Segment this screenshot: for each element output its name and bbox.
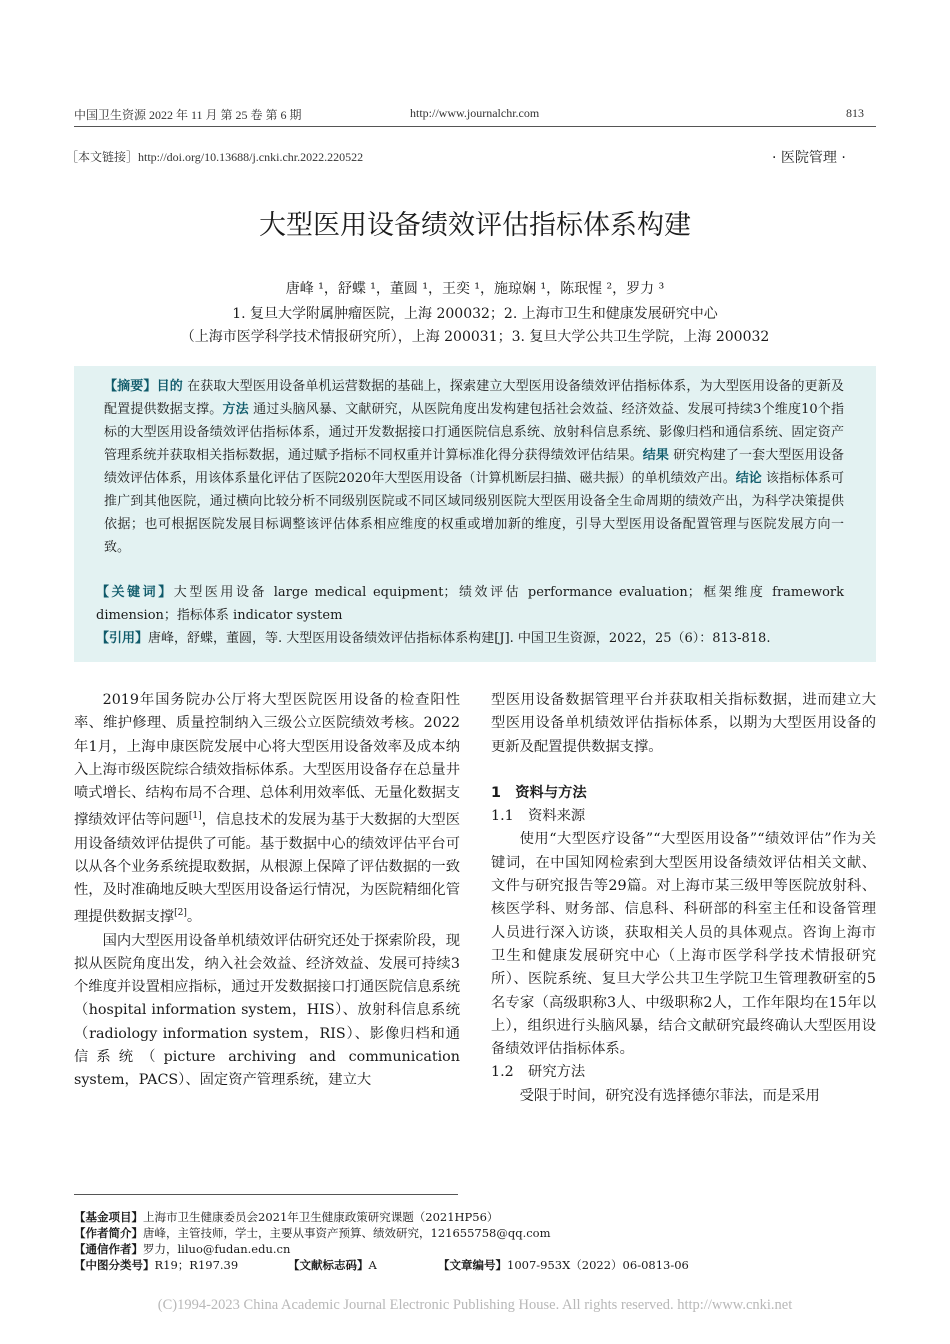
keywords-text: 大型医用设备 large medical equipment；绩效评估 performance evaluation；框架维度 framework dimension；指标体系 indicator system bbox=[96, 585, 844, 623]
fund-note bbox=[74, 1209, 498, 1225]
affiliation-line-2: （上海市医学科学技术情报研究所），上海 200031；3. 复旦大学公共卫生学院，上海 200032 bbox=[180, 329, 770, 345]
copyright-watermark: (C)1994-2023 China Academic Journal Electronic Publishing House. All rights reserved. http://www.cnki.net bbox=[157, 1297, 793, 1313]
methods-label: 方法 bbox=[222, 402, 249, 417]
section-heading-1: 1 资料与方法 bbox=[491, 784, 587, 801]
fund-label: 【基金项目】 bbox=[74, 1210, 143, 1224]
journal-issue: 中国卫生资源 2022 年 11 月 第 25 卷 第 6 期 bbox=[74, 108, 302, 122]
doccode-label: 【文献标志码】 bbox=[288, 1258, 369, 1272]
results-label: 结果 bbox=[642, 448, 670, 463]
doi-link[interactable]: http://doi.org/10.13688/j.cnki.chr.2022.220522 bbox=[138, 150, 364, 164]
footnote-rule bbox=[74, 1194, 458, 1195]
body-paragraph-4: 使用“大型医疗设备”“大型医用设备”“绩效评估”作为关键词，在中国知网检索到大型医用设备绩效评估相关文献、文件与研究报告等29篇。对上海市某三级甲等医院放射科、核医学科、财务部、信息科、科研部的科室主任和设备管理人员进行深入访谈，获取相关人员的具体观点。咨询上海市卫生和健康发展研究中心（上海市医学科学技术情报研究所）、医院系统、复旦大学公共卫生学院卫生管理教研室的5名专家（高级职称3人、中级职称2人，工作年限均在15年以上），组织进行头脑风暴，结合文献研究最终确认大型医用设备绩效评估指标体系。 bbox=[491, 831, 876, 1058]
doi-line bbox=[66, 148, 363, 165]
journal-url[interactable]: http://www.journalchr.com bbox=[410, 106, 540, 120]
right-column bbox=[491, 689, 876, 1108]
authors: 唐峰 ¹，舒蝶 ¹，董圆 ¹，王奕 ¹，施琼娴 ¹，陈珉惺 ²，罗力 ³ bbox=[285, 281, 665, 297]
body-paragraph-1 bbox=[74, 689, 460, 930]
keywords-label: 【关键词】 bbox=[96, 585, 174, 600]
doc-code-note bbox=[288, 1257, 377, 1273]
objective-text: 在获取大型医用设备单机运营数据的基础上，探索建立大型医用设备绩效评估指标体系，为大型医用设备的更新及配置提供数据支撑。 bbox=[104, 379, 844, 417]
p1-text-b: ，信息技术的发展为基于大数据的大型医用设备绩效评估提供了可能。基于数据中心的绩效评估平台可以从各个业务系统提取数据，从根源上保障了评估数据的一致性，及时准确地反映大型医用设备运行情况，为医院精细化管理提供数据支撑 bbox=[74, 812, 461, 926]
conclusion-text: 该指标体系可推广到其他医院，通过横向比较分析不同级别医院或不同区域同级别医院大型医用设备全生命周期的绩效产出，为科学决策提供依据；也可根据医院发展目标调整该评估体系相应维度的权重或增加新的维度，引导大型医用设备配置管理与医院发展方向一致。 bbox=[104, 471, 844, 555]
reference-2[interactable]: [2] bbox=[174, 908, 187, 919]
section-label: · 医院管理 · bbox=[772, 150, 846, 166]
corr-text: 罗力，liluo@fudan.edu.cn bbox=[143, 1242, 291, 1256]
clc-text: R19；R197.39 bbox=[154, 1258, 239, 1272]
citation bbox=[96, 627, 844, 650]
author-label: 【作者简介】 bbox=[74, 1226, 143, 1240]
clc-label: 【中图分类号】 bbox=[74, 1258, 155, 1272]
article-title: 大型医用设备绩效评估指标体系构建 bbox=[259, 210, 691, 241]
artno-label: 【文章编号】 bbox=[438, 1258, 507, 1272]
left-column bbox=[74, 689, 460, 1093]
objective-label: 目的 bbox=[156, 379, 183, 394]
corr-label: 【通信作者】 bbox=[74, 1242, 143, 1256]
author-note bbox=[74, 1225, 551, 1241]
abstract-label: 【摘要】 bbox=[104, 379, 157, 394]
keywords bbox=[96, 581, 844, 627]
page-number: 813 bbox=[846, 106, 864, 120]
p1-text-c: 。 bbox=[186, 909, 202, 926]
body-paragraph-3: 型医用设备数据管理平台并获取相关指标数据，进而建立大型医用设备单机绩效评估指标体系，以期为大型医用设备的更新及配置提供数据支撑。 bbox=[491, 692, 876, 755]
author-text: 唐峰，主管技师，学士，主要从事资产预算、绩效研究，121655758@qq.com bbox=[143, 1226, 551, 1240]
abstract bbox=[104, 375, 844, 559]
results-text: 研究构建了一套大型医用设备绩效评估体系，用该体系量化评估了医院2020年大型医用设备（计算机断层扫描、磁共振）的单机绩效产出。 bbox=[104, 448, 844, 486]
corresponding-note bbox=[74, 1241, 290, 1257]
section-heading-1-2: 1.2 研究方法 bbox=[491, 1064, 586, 1081]
citation-text: 唐峰，舒蝶，董圆，等. 大型医用设备绩效评估指标体系构建[J]. 中国卫生资源，2022，25（6）：813-818. bbox=[148, 631, 771, 646]
fund-text: 上海市卫生健康委员会2021年卫生健康政策研究课题（2021HP56） bbox=[143, 1210, 499, 1224]
doccode-text: A bbox=[368, 1258, 377, 1272]
p1-text: 2019年国务院办公厅将大型医院医用设备的检查阳性率、维护修理、质量控制纳入三级公立医院绩效考核。2022年1月，上海申康医院发展中心将大型医用设备效率及成本纳入上海市级医院综合绩效指标体系。大型医用设备存在总量井喷式增长、结构布局不合理、总体利用效率低、无量化数据支撑绩效评估等问题 bbox=[74, 692, 461, 829]
article-number-note bbox=[438, 1257, 689, 1273]
body-paragraph-5: 受限于时间，研究没有选择德尔菲法，而是采用 bbox=[519, 1087, 820, 1104]
section-heading-1-1: 1.1 资料来源 bbox=[491, 808, 586, 825]
clc-note bbox=[74, 1257, 238, 1273]
artno-text: 1007-953X（2022）06-0813-06 bbox=[507, 1258, 689, 1272]
citation-label: 【引用】 bbox=[96, 631, 149, 646]
body-paragraph-2: 国内大型医用设备单机绩效评估研究还处于探索阶段，现拟从医院角度出发，纳入社会效益、经济效益、发展可持续3个维度并设置相应指标，通过开发数据接口打通医院信息系统（hospital information system，HIS）、放射科信息系统（radiology information system，RIS）、影像归档和通信系统（picture archiving and communication system，PACS）、固定资产管理系统，建立大 bbox=[74, 932, 461, 1089]
conclusion-label: 结论 bbox=[735, 471, 762, 486]
doi-label: ［本文链接］ bbox=[66, 150, 139, 164]
methods-text: 通过头脑风暴、文献研究，从医院角度出发构建包括社会效益、经济效益、发展可持续3个维度10个指标的大型医用设备绩效评估指标体系，通过开发数据接口打通医院信息系统、放射科信息系统、影像归档和通信系统、固定资产管理系统并获取相关指标数据，通过赋予指标不同权重并计算标准化得分获得绩效评估结果。 bbox=[104, 402, 844, 463]
affiliation-line-1: 1. 复旦大学附属肿瘤医院，上海 200032；2. 上海市卫生和健康发展研究中心 bbox=[232, 306, 718, 322]
reference-1[interactable]: [1] bbox=[188, 811, 202, 822]
header-rule bbox=[74, 126, 876, 127]
